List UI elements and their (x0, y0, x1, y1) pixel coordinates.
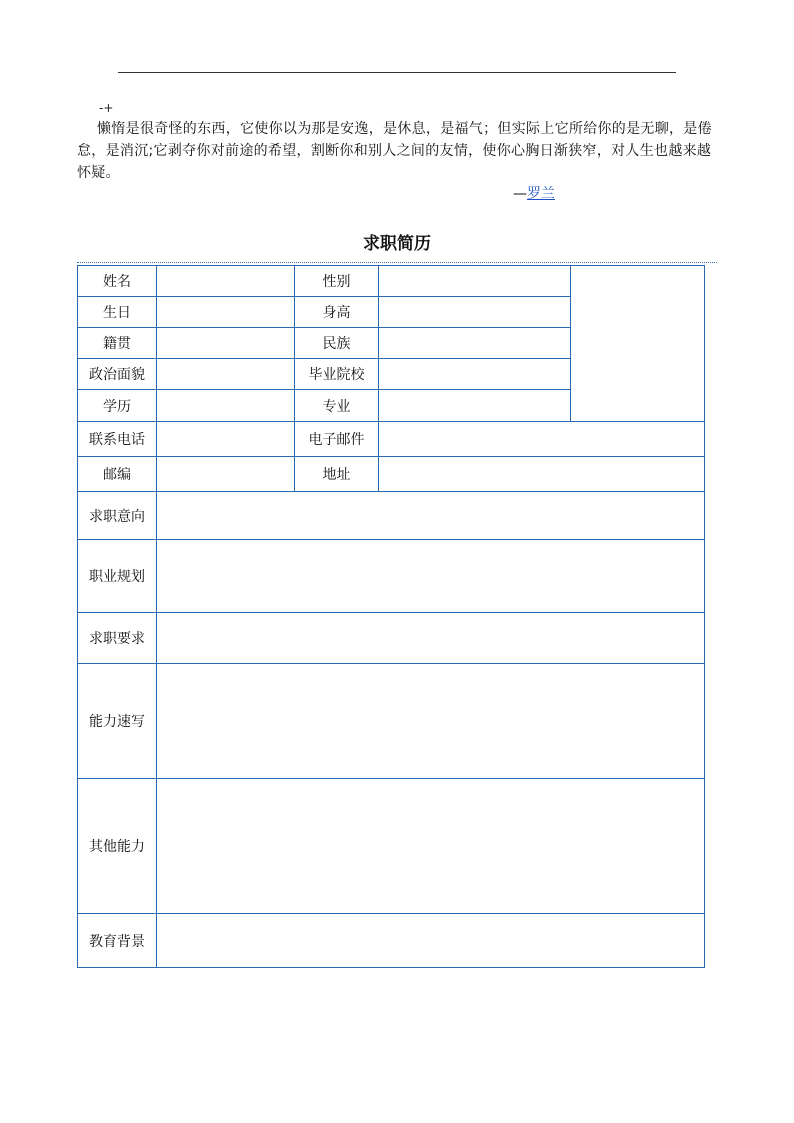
education-background-field[interactable] (157, 914, 705, 968)
career-plan-label: 职业规划 (78, 540, 157, 613)
author-dash: — (513, 186, 527, 202)
birthday-label: 生日 (78, 297, 157, 328)
ethnicity-label: 民族 (295, 328, 379, 359)
school-label: 毕业院校 (295, 359, 379, 390)
name-label: 姓名 (78, 266, 157, 297)
header-rule (118, 72, 676, 73)
email-label: 电子邮件 (295, 422, 379, 457)
major-label: 专业 (295, 390, 379, 422)
table-row (78, 422, 705, 457)
education-label: 学历 (78, 390, 157, 422)
height-label: 身高 (295, 297, 379, 328)
other-abilities-field[interactable] (157, 779, 705, 914)
table-row (78, 457, 705, 492)
table-row (78, 779, 705, 914)
photo-area[interactable] (571, 266, 705, 422)
section-dotted-rule (77, 262, 717, 263)
table-row (78, 540, 705, 613)
quote-paragraph: 懒惰是很奇怪的东西，它使你以为那是安逸，是休息，是福气；但实际上它所给你的是无聊，是倦怠，是消沉;它剥夺你对前途的希望，割断你和别人之间的友情，使你心胸日渐狭窄，对人生也越来越怀疑。 (77, 121, 712, 181)
other-abilities-label: 其他能力 (78, 779, 157, 914)
job-intention-field[interactable] (157, 492, 705, 540)
email-field[interactable] (379, 422, 705, 457)
table-row (78, 664, 705, 779)
height-field[interactable] (379, 297, 571, 328)
author-link[interactable]: 罗兰 (527, 186, 555, 202)
phone-label: 联系电话 (78, 422, 157, 457)
birthday-field[interactable] (157, 297, 295, 328)
native-place-field[interactable] (157, 328, 295, 359)
resume-title: 求职简历 (363, 234, 431, 254)
table-row (78, 613, 705, 664)
resume-form-table (77, 265, 705, 968)
job-requirements-label: 求职要求 (78, 613, 157, 664)
political-status-field[interactable] (157, 359, 295, 390)
school-field[interactable] (379, 359, 571, 390)
ethnicity-field[interactable] (379, 328, 571, 359)
phone-field[interactable] (157, 422, 295, 457)
table-row (78, 492, 705, 540)
major-field[interactable] (379, 390, 571, 422)
native-place-label: 籍贯 (78, 328, 157, 359)
ability-summary-field[interactable] (157, 664, 705, 779)
ability-summary-label: 能力速写 (78, 664, 157, 779)
education-field[interactable] (157, 390, 295, 422)
postcode-field[interactable] (157, 457, 295, 492)
political-status-label: 政治面貌 (78, 359, 157, 390)
address-field[interactable] (379, 457, 705, 492)
address-label: 地址 (295, 457, 379, 492)
gender-label: 性别 (295, 266, 379, 297)
postcode-label: 邮编 (78, 457, 157, 492)
quote-author (513, 183, 555, 203)
table-row (78, 266, 705, 297)
paragraph-marker: -+ (99, 101, 114, 115)
name-field[interactable] (157, 266, 295, 297)
career-plan-field[interactable] (157, 540, 705, 613)
table-row (78, 914, 705, 968)
gender-field[interactable] (379, 266, 571, 297)
education-background-label: 教育背景 (78, 914, 157, 968)
job-intention-label: 求职意向 (78, 492, 157, 540)
job-requirements-field[interactable] (157, 613, 705, 664)
